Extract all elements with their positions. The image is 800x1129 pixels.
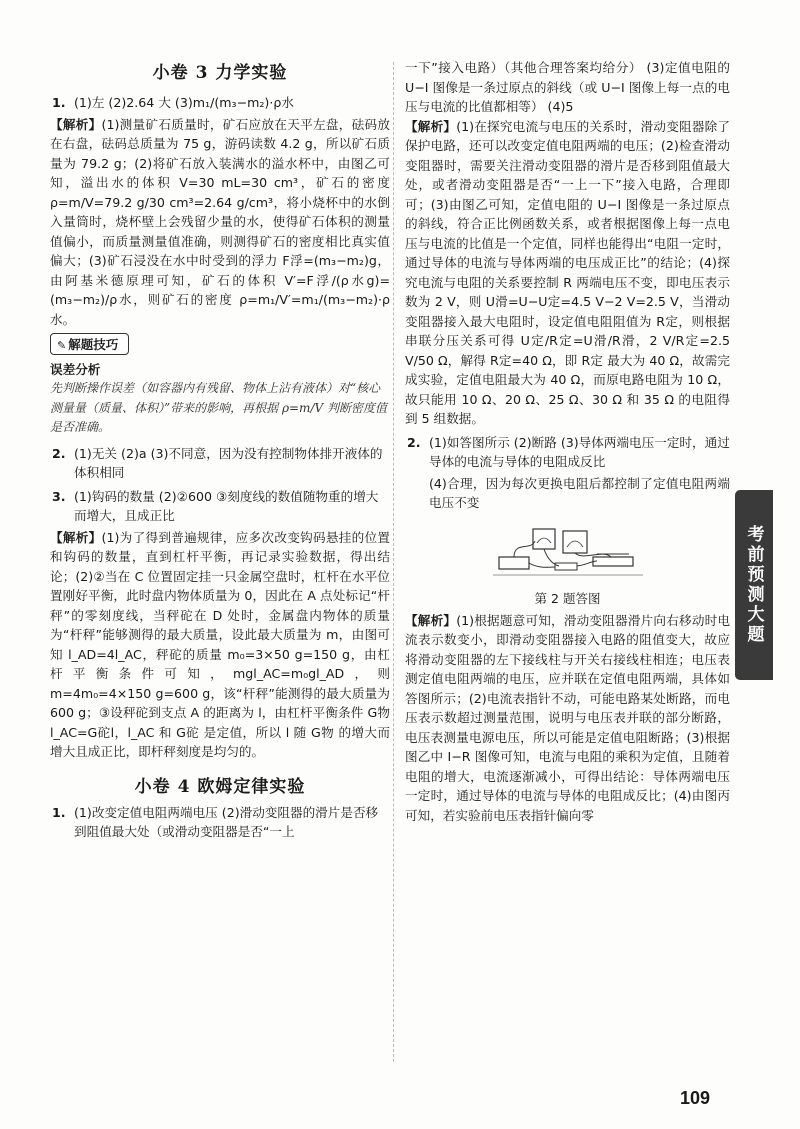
page-number: 109 <box>680 1088 711 1108</box>
tips-text: 先判断操作误差（如容器内有残留、物体上沾有液体）对“核心测量量（质量、体积）”带来的影响，再根据 ρ=m/V 判断密度值是否准确。 <box>50 381 387 434</box>
section4-title: 小卷 4 欧姆定律实验 <box>134 776 306 797</box>
side-tab: 考前预测大题 <box>735 490 773 680</box>
right-column <box>405 58 730 825</box>
section3-title: 小卷 3 力学实验 <box>152 63 288 83</box>
tips-badge: ✎ 解题技巧 <box>50 333 129 355</box>
q2-answer: 2. (1)无关 (2)a (3)不同意，因为没有控制物体排开液体的体积相同 <box>52 445 383 480</box>
tips-heading: 误差分析 <box>50 362 101 377</box>
figure-caption: 第 2 题答图 <box>534 590 601 606</box>
s4-q1-answer: 1. (1)改变定值电阻两端电压 (2)滑动变阻器的滑片是否移到阻值最大处（或滑动变阻器是否“一上 <box>52 804 379 839</box>
s4-q2-answer4: (4)合理，因为每次更换电阻后都控制了定值电阻两端电压不变 <box>429 475 730 510</box>
s4-q2-analysis: 【解析】(1)根据题意可知，滑动变阻器滑片向右移动时电流表示数变小，即滑动变阻器接入电路的阻值变大，故应将滑动变阻器的左下接线柱与开关右接线柱相连；电压表测定值电阻两端的电压，应并联在定值电阻两端，具体如答图所示；(2)电流表指针不动，可能电路某处断路，而电压表示数超过测量范围，说明与电压表并联的部分断路，电压表测量电源电压，所以可能是定值电阻断路；(3)根据图乙中 I−R 图像可知，电流与电阻的乘积为定值，且随着电阻的增大，电流逐渐减小，可得出结论：导体两端电压一定时，通过导体的电流与导体的电阻成反比；(4)由图丙可知，若实验前电压表指针偏向零 <box>405 612 731 823</box>
pencil-icon: ✎ <box>57 339 67 352</box>
circuit-figure <box>493 521 643 607</box>
s4-q1-answer-cont: 一下”接入电路）（其他合理答案均给分） (3)定值电阻的 U−I 图像是一条过原点的斜线（或 U−I 图像上每一点的电压与电流的比值都相等） (4)5 <box>405 60 730 114</box>
q1-analysis: 【解析】(1)测量矿石质量时，矿石应放在天平左盘，砝码放在右盘，砝码总质量为 75 g，游码读数 4.2 g，所以矿石质量为 79.2 g；(2)将矿石放入装满水的溢水杯中，由图乙可知，溢出水的体积 V=30 mL=30 cm³，矿石的密度 ρ=m/V=79.2 g/30 cm³=2.64 g/cm³，将小烧杯中的水倒入量筒时，烧杯壁上会残留少量的水，使得矿石体积的测量值偏小，而质量测量值准确，则测得矿石的密度相比真实值偏大；(3)矿石浸没在水中时受到的浮力 F浮=(m₃−m₂)g，由阿基米德原理可知，矿石的体积 V′=F浮/(ρ水g)=(m₃−m₂)/ρ水，则矿石的密度 ρ=m₁/V′=m₁/(m₃−m₂)·ρ水。 <box>50 116 390 327</box>
column-divider <box>393 62 394 1062</box>
circuit-diagram-icon <box>493 521 643 583</box>
q3-answer: 3. (1)钩码的数量 (2)②600 ③刻度线的数值随物重的增大而增大，且成正比 <box>52 488 379 523</box>
q1-answer: 1. (1)左 (2)2.64 大 (3)m₁/(m₃−m₂)·ρ水 <box>52 95 294 110</box>
q3-analysis: 【解析】(1)为了得到普遍规律，应多次改变钩码悬挂的位置和钩码的数量，直到杠杆平衡，再记录实验数据，得出结论；(2)②当在 C 位置固定挂一只金属空盘时，杠杆在水平位置刚好平衡，此时盘内物体质量为 0，因此在 A 点处标记“杆秤”的零刻度线，当秤砣在 D 处时，金属盘内物体的质量为“杆秤”能够测得的最大质量，设此最大质量为 m，由图可知 l_AD=4l_AC，秤砣的质量 m₀=3×50 g=150 g，由杠杆平衡条件可知，mgl_AC=m₀gl_AD，则 m=4m₀=4×150 g=600 g，该“杆秤”能测得的最大质量为 600 g；③设秤砣到支点 A 的距离为 l，由杠杆平衡条件 G物l_AC=G砣l，l_AC 和 G砣 是定值，所以 l 随 G物 的增大而增大且成正比，即杆秤刻度是均匀的。 <box>50 529 390 759</box>
s4-q1-analysis: 【解析】(1)在探究电流与电压的关系时，滑动变阻器除了保护电路，还可以改变定值电阻两端的电压；(2)检查滑动变阻器时，需要关注滑动变阻器的滑片是否移到阻值最大处，或者滑动变阻器是否“一上一下”接入电路，合理即可；(3)由图乙可知，定值电阻的 U−I 图像是一条过原点的斜线，符合正比例函数关系，或者根据图像上每一点电压与电流的比值是一个定值，同样也能得出“电阻一定时，通过导体的电流与导体两端的电压成正比”的结论；(4)探究电流与电阻的关系要控制 R 两端电压不变，即电压表示数为 2 V，则 U滑=U−U定=4.5 V−2 V=2.5 V，当滑动变阻器接入最大电阻时，设定值电阻阻值为 R定，则根据串联分压关系可得 U定/R定=U滑/R滑，2 V/R定=2.5 V/50 Ω，解得 R定=40 Ω，即 R定 最大为 40 Ω，故需完成实验，定值电阻最大为 40 Ω，而原电路电阻为 10 Ω，故只能用 10 Ω、20 Ω、25 Ω、30 Ω 和 35 Ω 的电阻得到 5 组数据。 <box>405 118 731 426</box>
s4-q2-answer: 2. (1)如答图所示 (2)断路 (3)导体两端电压一定时，通过导体的电流与导体的电阻成反比 <box>407 434 730 469</box>
left-column <box>50 58 390 844</box>
